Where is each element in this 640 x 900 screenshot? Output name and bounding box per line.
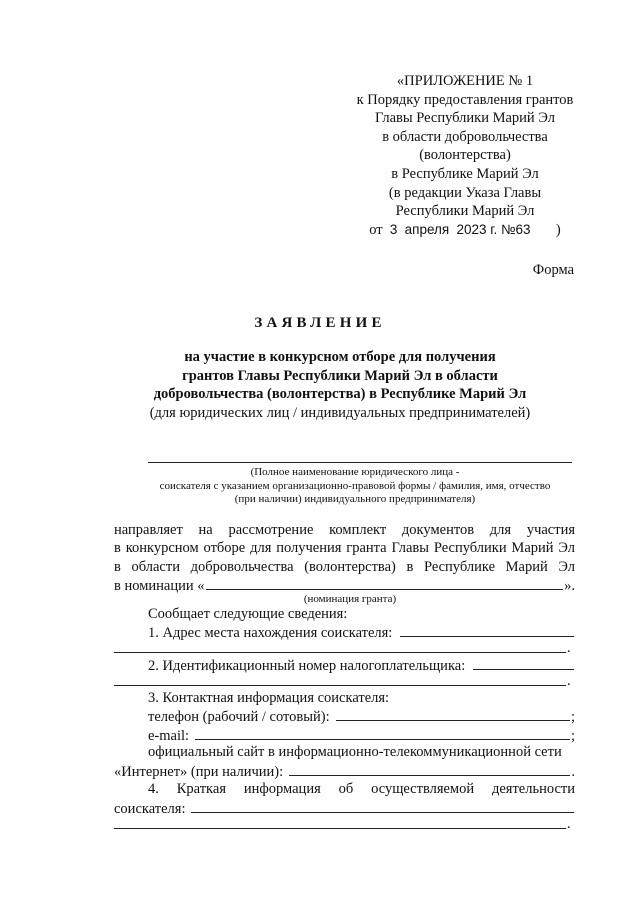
appendix-line: в Республике Марий Эл bbox=[391, 165, 539, 182]
phone-line bbox=[148, 707, 575, 726]
subtitle-line: добровольчества (волонтерства) в Республике Марий Эл bbox=[153, 386, 527, 402]
item-address-label: 1. Адрес места нахождения соискателя: bbox=[148, 625, 393, 641]
body-paragraph bbox=[114, 521, 575, 576]
activity-field-continued[interactable] bbox=[114, 828, 566, 829]
appendix-line: к Порядку предоставления грантов bbox=[356, 91, 574, 108]
item-inn-label: 2. Идентификационный номер налогоплательщика: bbox=[148, 658, 466, 674]
email-field[interactable] bbox=[195, 726, 570, 740]
date-month: апреля bbox=[404, 221, 450, 237]
document-title: ЗАЯВЛЕНИЕ bbox=[254, 315, 386, 331]
document-subtitle bbox=[110, 348, 570, 422]
form-label: Форма bbox=[532, 262, 574, 278]
applicant-name-caption bbox=[110, 466, 600, 507]
activity-field[interactable] bbox=[191, 799, 574, 813]
info-intro: Сообщает следующие сведения: bbox=[148, 606, 348, 622]
applicant-name-field[interactable] bbox=[148, 462, 572, 463]
website-field[interactable] bbox=[289, 762, 570, 776]
paragraph-line: в конкурсном отборе для получения гранта Главы Республики Марий Эл bbox=[114, 540, 575, 557]
nomination-suffix: ». bbox=[564, 578, 575, 594]
date-prefix: от bbox=[369, 221, 383, 238]
internet-label: «Интернет» (при наличии): bbox=[114, 764, 284, 780]
phone-field[interactable] bbox=[336, 707, 570, 721]
nomination-caption: (номинация гранта) bbox=[303, 593, 397, 605]
date-year: 2023 г. № bbox=[456, 221, 516, 237]
appendix-line: в области добровольчества bbox=[382, 128, 548, 145]
item-activity-text: 4. Краткая информация об осуществляемой деятельности bbox=[148, 781, 575, 797]
paragraph-line: направляет на рассмотрение комплект документов для участия bbox=[114, 522, 575, 538]
nomination-prefix: в номинации « bbox=[114, 578, 205, 594]
caption-line: соискателя с указанием организационно-правовой формы / фамилия, имя, отчество bbox=[159, 479, 551, 492]
inn-line bbox=[148, 656, 575, 675]
email-label: e-mail: bbox=[148, 728, 190, 744]
appendix-line: «ПРИЛОЖЕНИЕ № 1 bbox=[396, 73, 534, 89]
inn-field[interactable] bbox=[473, 656, 574, 670]
appendix-line: (волонтерства) bbox=[419, 147, 511, 164]
caption-line: (при наличии) индивидуального предпринимателя) bbox=[234, 493, 476, 505]
phone-semicolon: ; bbox=[570, 709, 575, 725]
decree-number: 63 bbox=[515, 221, 531, 237]
date-day: 3 bbox=[389, 221, 398, 237]
nomination-field[interactable] bbox=[206, 576, 564, 590]
internet-line bbox=[114, 762, 575, 781]
appendix-line: Главы Республики Марий Эл bbox=[375, 110, 555, 127]
activity-period: . bbox=[567, 816, 571, 832]
appendix-line: Республики Марий Эл bbox=[395, 203, 535, 220]
email-semicolon: ; bbox=[570, 728, 575, 744]
paragraph-line: в области добровольчества (волонтерства) в Республике Марий Эл bbox=[114, 558, 575, 575]
decree-date-line bbox=[340, 221, 590, 240]
phone-label: телефон (рабочий / сотовый): bbox=[148, 709, 330, 725]
inn-period: . bbox=[567, 673, 571, 689]
appendix-header bbox=[340, 72, 590, 239]
website-period: . bbox=[571, 764, 575, 780]
inn-field-continued[interactable] bbox=[114, 685, 566, 686]
appendix-line: (в редакции Указа Главы bbox=[388, 184, 542, 201]
applicant-label: соискателя: bbox=[114, 801, 186, 817]
subtitle-line: на участие в конкурсном отборе для получения bbox=[184, 349, 496, 365]
subtitle-line: грантов Главы Республики Марий Эл в области bbox=[182, 367, 498, 384]
date-close: ) bbox=[555, 221, 561, 238]
address-line bbox=[148, 623, 575, 642]
address-period: . bbox=[567, 640, 571, 656]
subtitle-applicant-type: (для юридических лиц / индивидуальных предпринимателей) bbox=[149, 404, 531, 421]
address-field[interactable] bbox=[400, 623, 574, 637]
website-label: официальный сайт в информационно-телекоммуникационной сети bbox=[148, 744, 562, 760]
caption-line: (Полное наименование юридического лица - bbox=[250, 466, 460, 478]
item-contacts-label: 3. Контактная информация соискателя: bbox=[148, 690, 390, 706]
address-field-continued[interactable] bbox=[114, 652, 566, 653]
item-activity-label bbox=[148, 780, 575, 798]
activity-line bbox=[114, 799, 575, 818]
